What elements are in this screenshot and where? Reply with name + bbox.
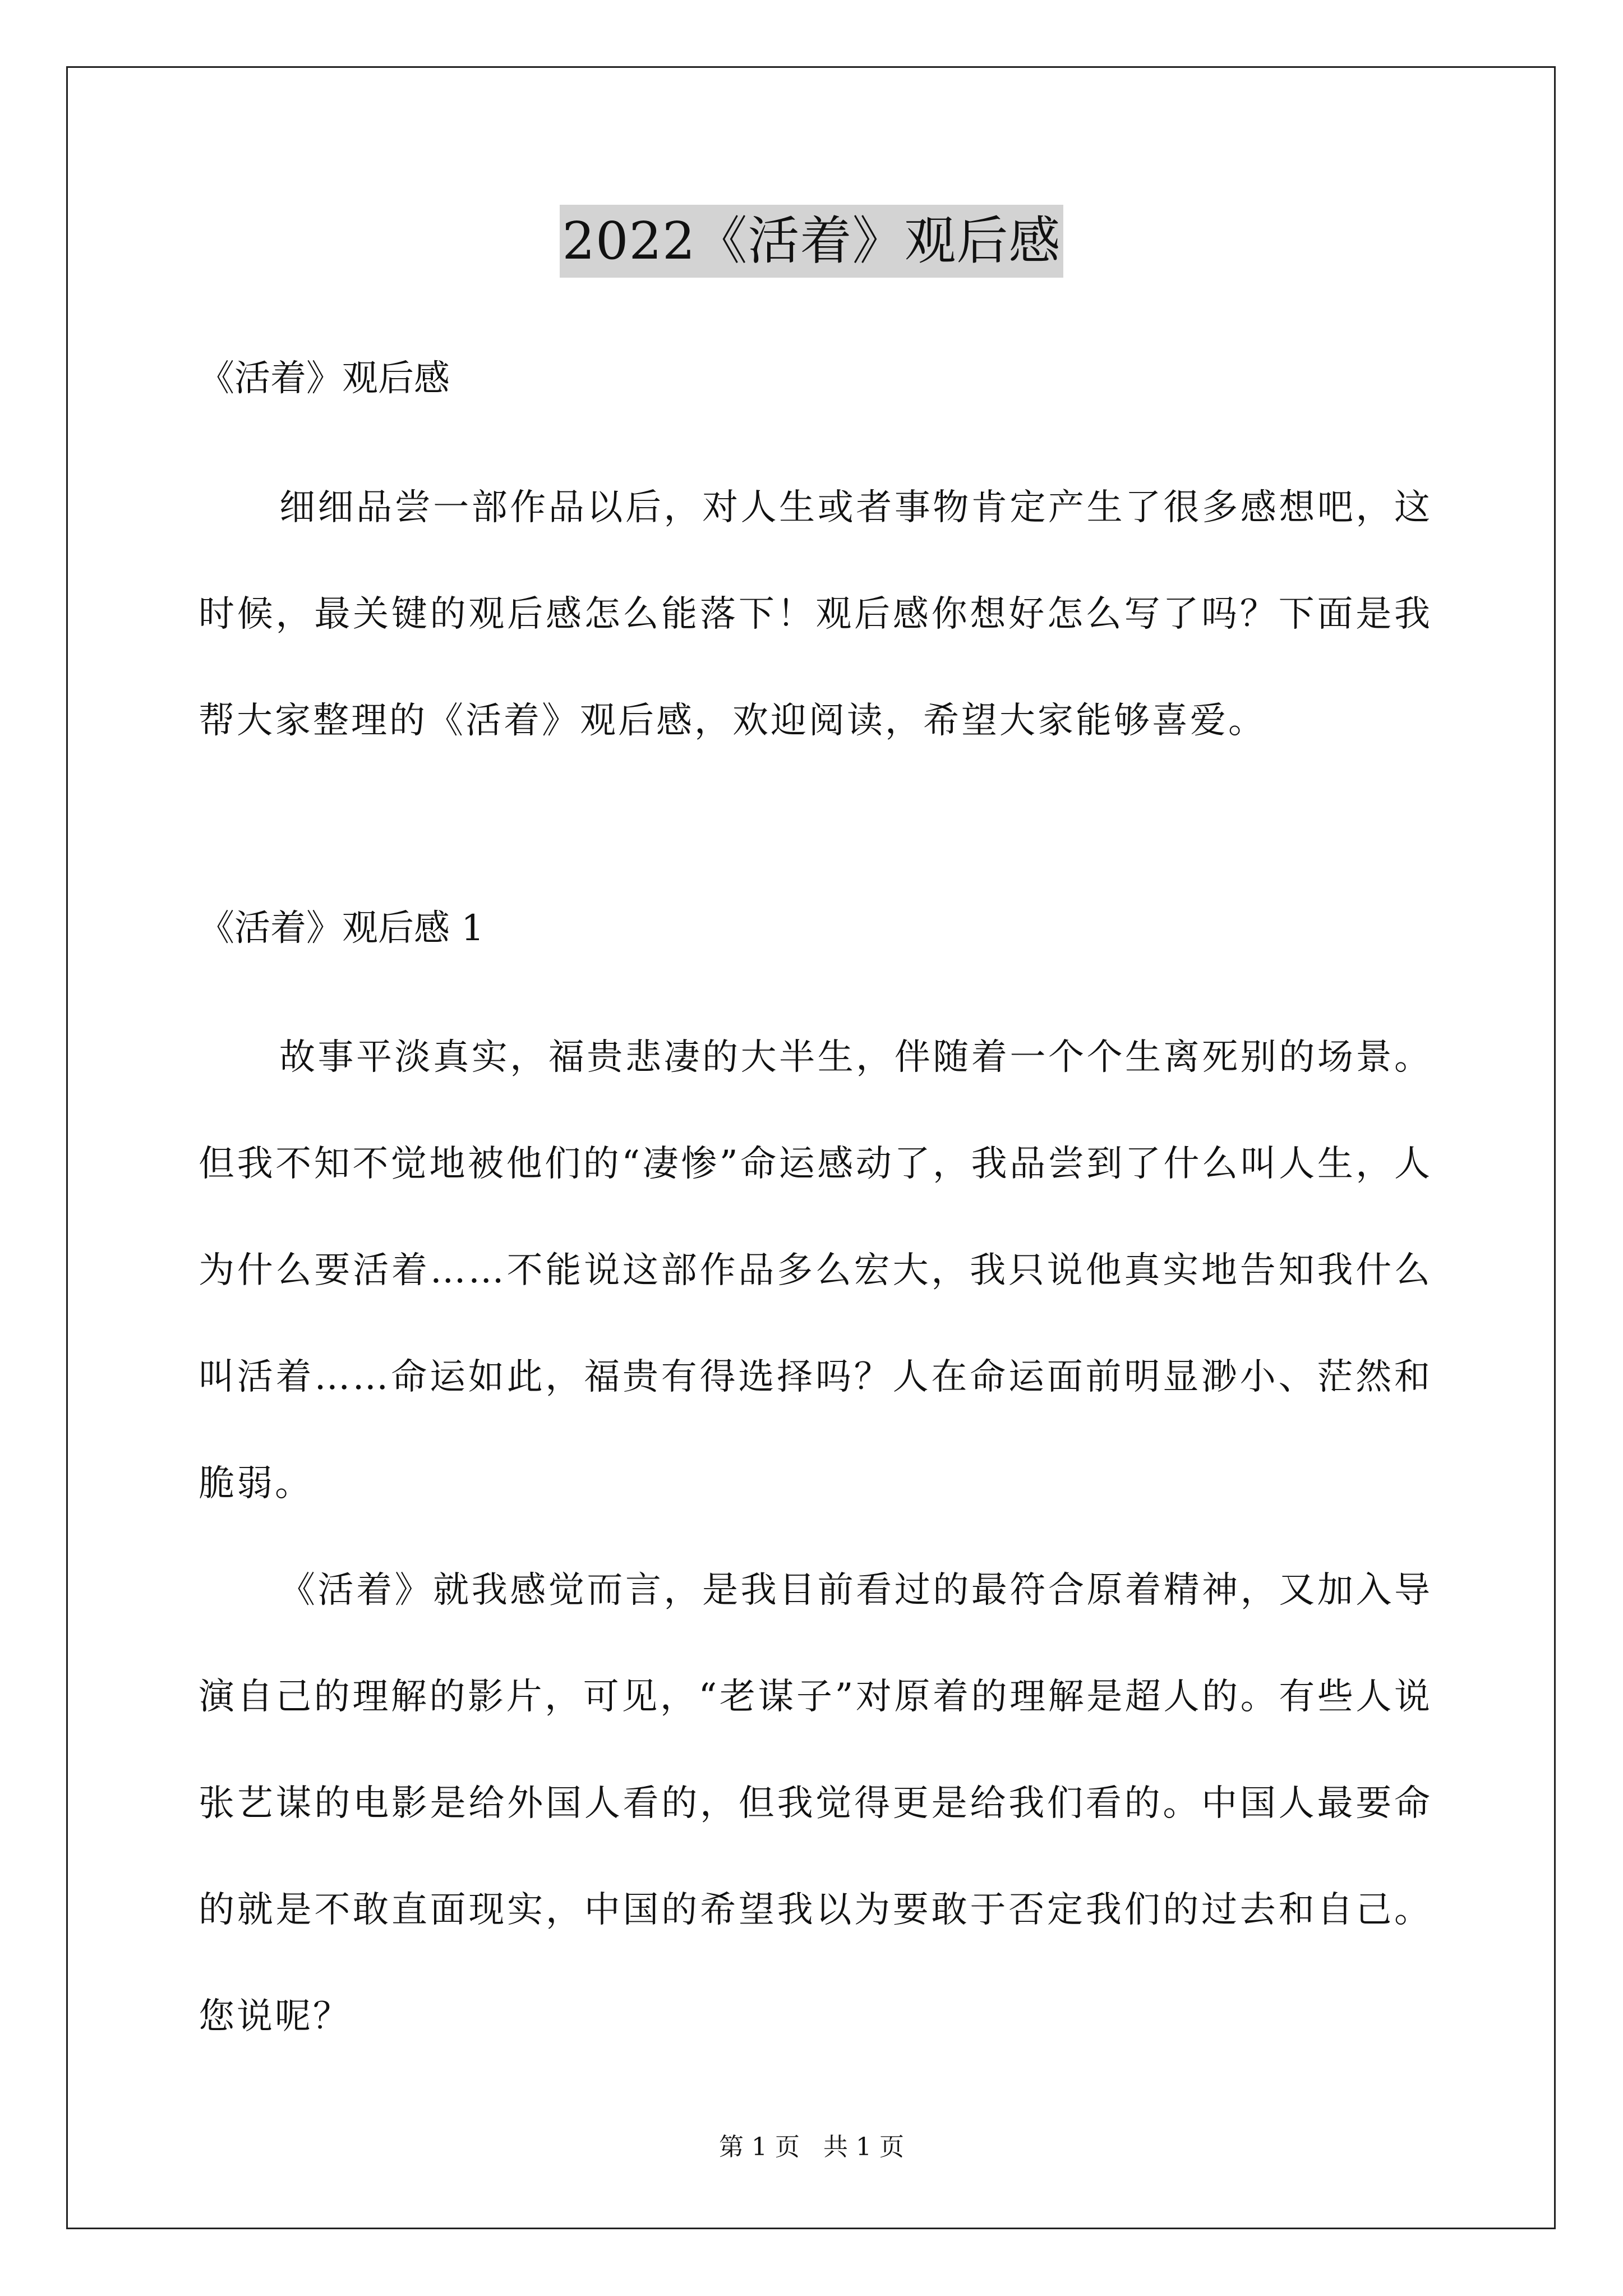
page-number-footer: 第 1 页 共 1 页 [719,2133,904,2161]
section1-paragraph-1: 故事平淡真实，福贵悲凄的大半生，伴随着一个个生离死别的场景。但我不知不觉地被他们的“凄惨”命运感动了，我品尝到了什么叫人生，人为什么要活着……不能说这部作品多么宏大，我只说他真实地告知我什么叫活着……命运如此，福贵有得选择吗？人在命运面前明显渺小、茫然和脆弱。 [199,1037,1432,1504]
intro-paragraph: 细细品尝一部作品以后，对人生或者事物肯定产生了很多感想吧，这时候，最关键的观后感怎么能落下！观后感你想好怎么写了吗？下面是我帮大家整理的《活着》观后感，欢迎阅读，希望大家能够喜爱。 [199,487,1432,742]
title-container [0,205,1623,278]
document-body [199,342,1432,2070]
section-heading-1: 《活着》观后感 1 [199,908,485,949]
intro-heading: 《活着》观后感 [199,358,450,399]
section1-paragraph-2: 《活着》就我感觉而言，是我目前看过的最符合原着精神，又加入导演自己的理解的影片，可见，“老谋子”对原着的理解是超人的。有些人说张艺谋的电影是给外国人看的，但我觉得更是给我们看的。中国人最要命的就是不敢直面现实，中国的希望我以为要敢于否定我们的过去和自己。您说呢？ [199,1570,1432,2037]
document-title: 2022《活着》观后感 [560,205,1063,278]
